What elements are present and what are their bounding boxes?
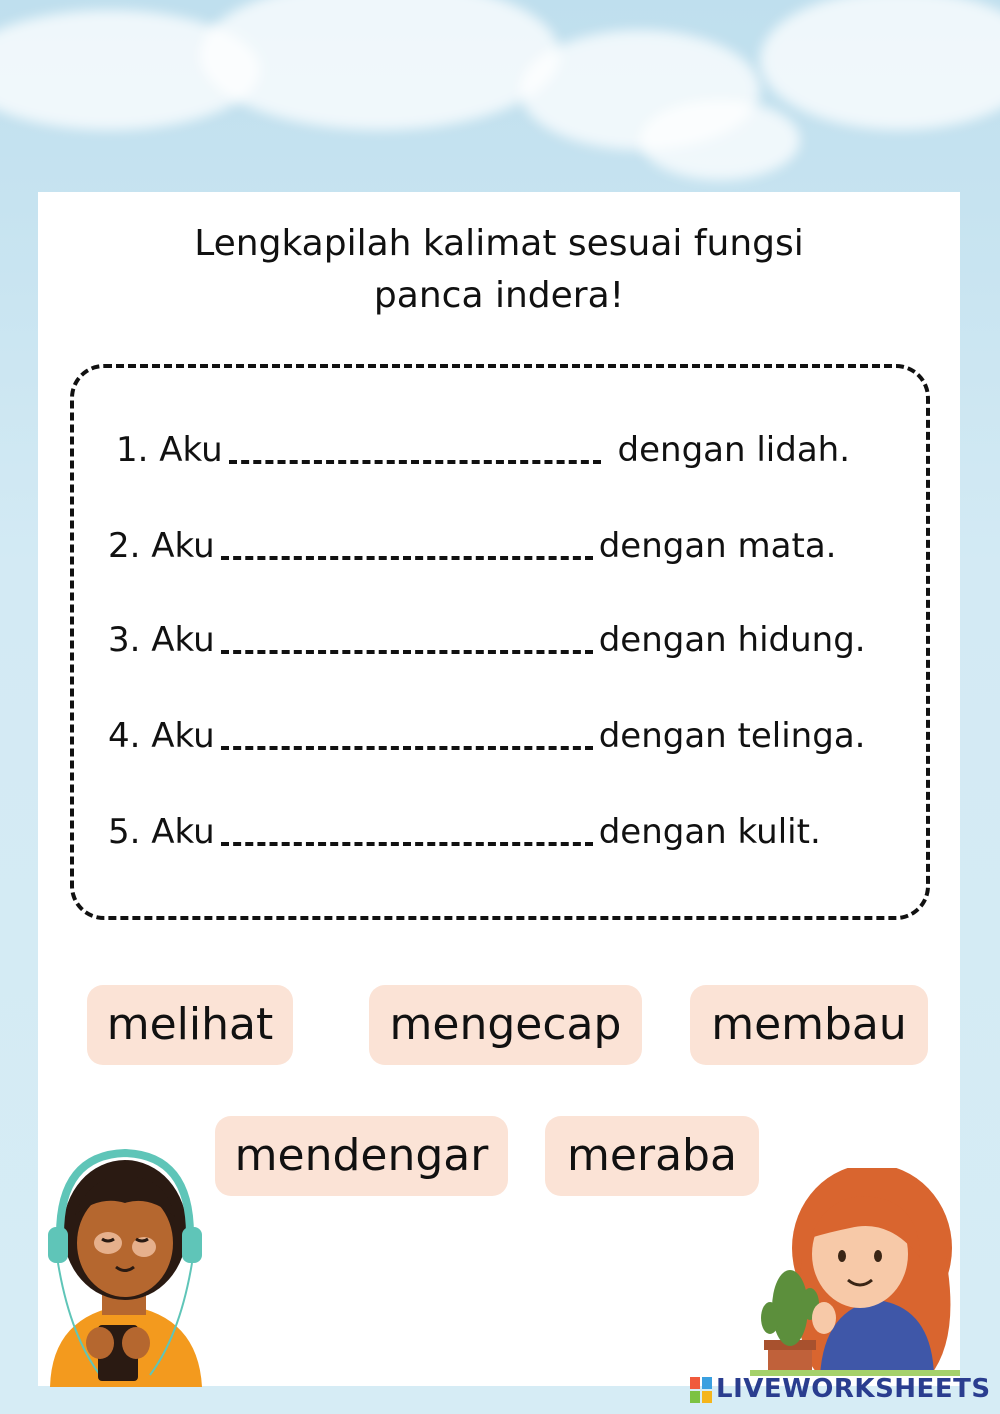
instruction-title <box>38 218 960 322</box>
sentence-number: 1. <box>116 430 149 470</box>
sentence-row-3 <box>108 618 866 662</box>
sentence-row-1 <box>116 428 850 472</box>
instruction-line-1: Lengkapilah kalimat sesuai fungsi <box>194 223 804 264</box>
sentence-start: Aku <box>151 812 215 852</box>
word-chip-mengecap[interactable]: mengecap <box>369 985 642 1065</box>
cloud <box>760 0 1000 130</box>
watermark-text: LIVEWORKSHEETS <box>716 1374 991 1404</box>
word-chip-meraba[interactable]: meraba <box>545 1116 759 1196</box>
sentence-start: Aku <box>151 620 215 660</box>
answer-blank-1[interactable] <box>229 434 601 464</box>
girl-with-cactus-illustration <box>750 1168 960 1376</box>
word-chip-membau[interactable]: membau <box>690 985 928 1065</box>
sentence-end: dengan kulit. <box>598 812 821 852</box>
answer-blank-5[interactable] <box>221 816 593 846</box>
word-chip-melihat[interactable]: melihat <box>87 985 293 1065</box>
answer-blank-2[interactable] <box>221 530 593 560</box>
sentence-number: 5. <box>108 812 141 852</box>
sentence-start: Aku <box>159 430 223 470</box>
sentence-row-5 <box>108 810 821 854</box>
sentence-row-2 <box>108 524 836 568</box>
sentence-end: dengan lidah. <box>617 430 851 470</box>
sentence-end: dengan mata. <box>598 526 837 566</box>
instruction-line-2: panca indera! <box>373 275 625 316</box>
sentence-end: dengan telinga. <box>598 716 866 756</box>
sentence-row-4 <box>108 714 865 758</box>
sentence-start: Aku <box>151 526 215 566</box>
sentence-number: 3. <box>108 620 141 660</box>
cloud <box>640 100 800 180</box>
sentence-end: dengan hidung. <box>598 620 866 660</box>
liveworksheets-logo-icon <box>690 1377 712 1403</box>
liveworksheets-watermark <box>690 1374 991 1408</box>
boy-with-headphones-illustration <box>30 1135 220 1387</box>
answer-blank-3[interactable] <box>221 624 593 654</box>
word-chip-mendengar[interactable]: mendengar <box>215 1116 508 1196</box>
sentence-number: 2. <box>108 526 141 566</box>
sentence-number: 4. <box>108 716 141 756</box>
cloud <box>200 0 560 130</box>
sentence-start: Aku <box>151 716 215 756</box>
answer-blank-4[interactable] <box>221 720 593 750</box>
